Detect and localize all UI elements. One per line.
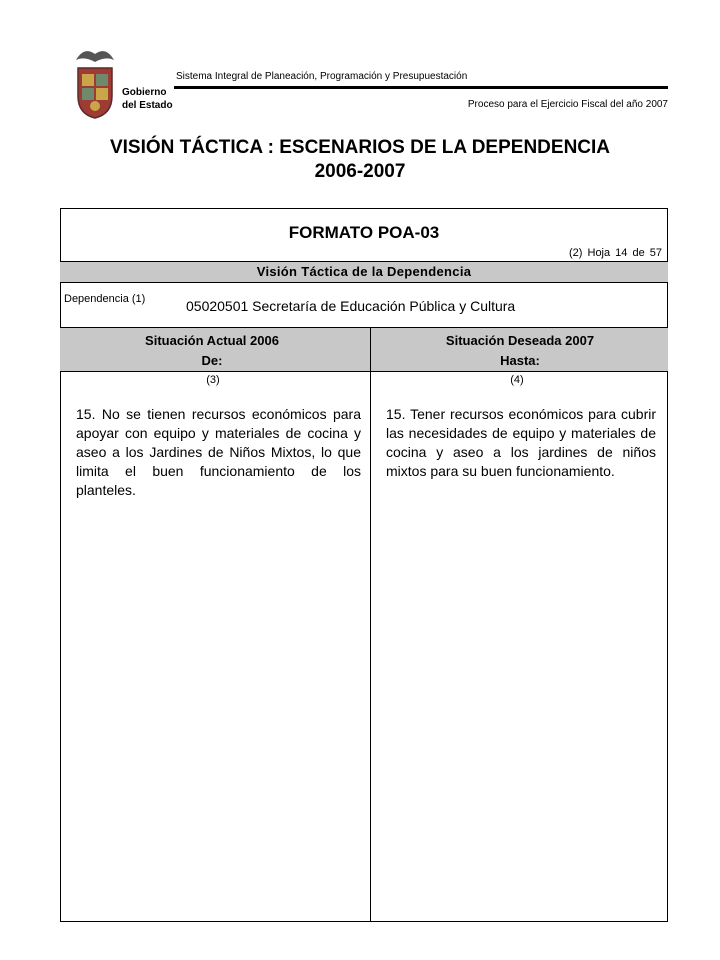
current-situation-text: 15. No se tienen recursos económicos para apoyar con equipo y materiales de cocina y aseo a los Jardines de Niños Mixtos, lo que limita el buen funcionamiento de los planteles. (76, 406, 361, 498)
government-label-line2: del Estado (122, 100, 173, 111)
column-divider (370, 327, 371, 922)
system-name: Sistema Integral de Planeación, Programación y Presupuestación (176, 71, 468, 82)
left-column-ref: (3) (206, 374, 220, 386)
desired-situation-sub: Hasta: (500, 353, 540, 368)
government-label-line1: Gobierno (122, 87, 167, 98)
dependency-value: 05020501 Secretaría de Educación Pública y Cultura (186, 298, 516, 314)
form-frame (60, 208, 668, 922)
page-title: VISIÓN TÁCTICA : ESCENARIOS DE LA DEPENDENCIA (109, 137, 611, 158)
format-title: FORMATO POA-03 (288, 223, 440, 242)
process-label: Proceso para el Ejercicio Fiscal del año 2007 (467, 99, 668, 110)
sheet-reference: (2) Hoja 14 de 57 (569, 247, 662, 259)
section-title: Visión Táctica de la Dependencia (60, 261, 668, 283)
current-situation-title: Situación Actual 2006 (145, 333, 279, 348)
state-coat-of-arms-icon (72, 44, 118, 120)
header-rule (174, 86, 668, 89)
desired-situation-title: Situación Deseada 2007 (445, 333, 595, 348)
page-title-years: 2006-2007 (314, 161, 406, 182)
desired-situation-header (372, 331, 668, 371)
current-situation-header (60, 331, 364, 371)
right-column-ref: (4) (510, 374, 524, 386)
desired-situation-text: 15. Tener recursos económicos para cubrir las necesidades de equipo y materiales de cocina y aseo a los jardines de niños mixtos para su buen funcionamiento. (386, 406, 656, 479)
current-situation-sub: De: (201, 353, 223, 368)
dependency-label: Dependencia (1) (64, 293, 146, 305)
